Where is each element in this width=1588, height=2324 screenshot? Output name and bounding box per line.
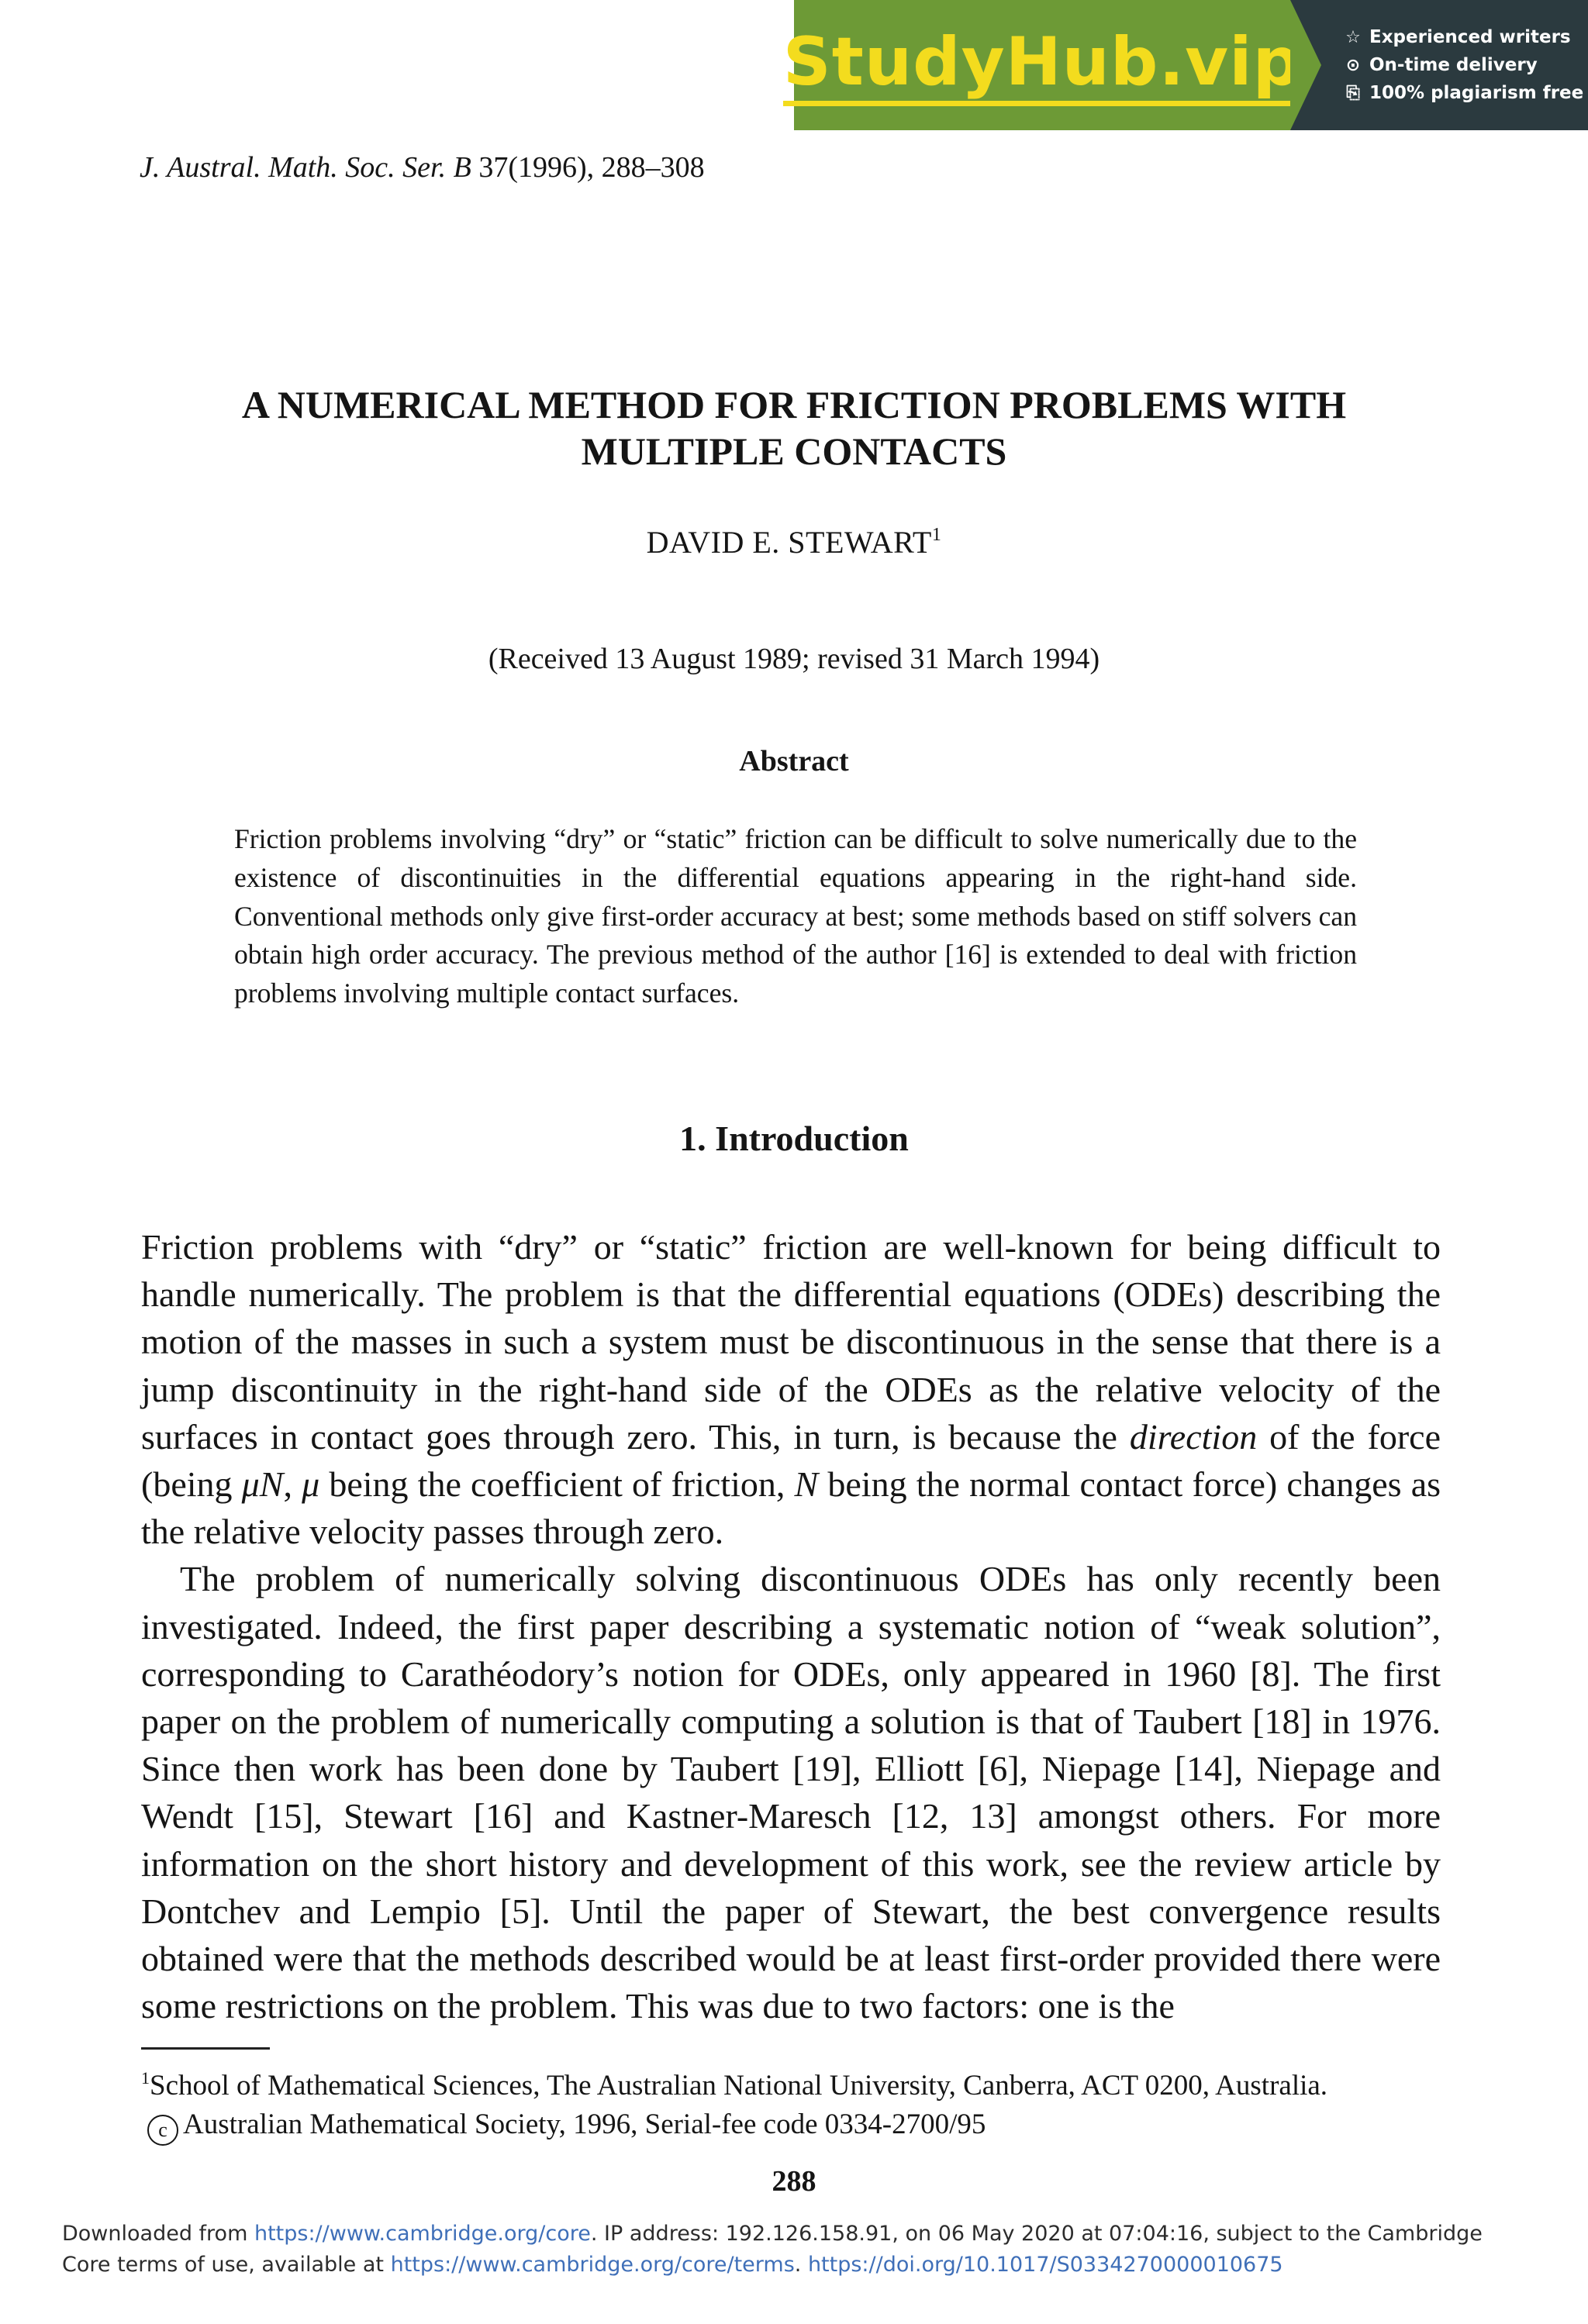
introduction-body bbox=[141, 1223, 1441, 2029]
studyhub-logo[interactable] bbox=[782, 0, 1302, 130]
text-run: , bbox=[283, 1464, 302, 1505]
download-notice bbox=[62, 2219, 1535, 2281]
studyhub-banner[interactable] bbox=[782, 0, 1588, 130]
cambridge-terms-link[interactable]: https://www.cambridge.org/core/terms bbox=[390, 2253, 795, 2277]
abstract-text: Friction problems involving “dry” or “static” friction can be difficult to solve numerically due to the existence of discontinuities in the differential equations appearing in the right-hand side. Conventional methods only give first-order accuracy at best; some methods based on stiff solvers can obtain high order accuracy. The previous method of the author [16] is extended to deal with friction problems involving multiple contact surfaces. bbox=[234, 823, 1357, 1009]
text-run: being the normal contact force) changes as the relative velocity passes through zero. bbox=[141, 1464, 1441, 1552]
author-line bbox=[0, 524, 1588, 560]
journal-name: J. Austral. Math. Soc. Ser. B bbox=[140, 151, 471, 184]
studyhub-logo-text: StudyHub.vip bbox=[783, 25, 1301, 106]
clock-icon: ⊙ bbox=[1345, 55, 1361, 75]
feature-label: On-time delivery bbox=[1369, 55, 1538, 75]
affiliation-text: School of Mathematical Sciences, The Australian National University, Canberra, ACT 0200, Australia. bbox=[150, 2070, 1328, 2102]
feature-plagiarism-free bbox=[1343, 83, 1588, 103]
emphasis-direction: direction bbox=[1129, 1416, 1258, 1457]
footnote-rule bbox=[141, 2047, 270, 2050]
banner-arrow-decoration bbox=[1290, 0, 1321, 130]
math-mu: μ bbox=[302, 1464, 320, 1505]
cambridge-core-link[interactable]: https://www.cambridge.org/core bbox=[254, 2222, 591, 2246]
journal-citation bbox=[140, 150, 705, 184]
download-separator: . bbox=[794, 2253, 808, 2277]
footnote bbox=[141, 2059, 1444, 2146]
section-heading-introduction: 1. Introduction bbox=[679, 1119, 909, 1158]
title-line-2: MULTIPLE CONTACTS bbox=[581, 429, 1007, 473]
text-run: being the coefficient of friction, bbox=[319, 1464, 795, 1505]
author-footnote-mark: 1 bbox=[931, 525, 942, 545]
author-name: DAVID E. STEWART bbox=[646, 525, 932, 560]
document-check-icon: ⎘ bbox=[1346, 83, 1360, 103]
math-n: N bbox=[794, 1464, 819, 1505]
copyright-text: Australian Mathematical Society, 1996, Serial-fee code 0334-2700/95 bbox=[183, 2108, 986, 2140]
page-number: 288 bbox=[772, 2165, 816, 2198]
text-run: of the force (being bbox=[141, 1416, 1441, 1505]
doi-link[interactable]: https://doi.org/10.1017/S0334270000010675 bbox=[807, 2253, 1283, 2277]
feature-experienced-writers bbox=[1343, 27, 1588, 47]
footnote-mark: 1 bbox=[141, 2068, 150, 2088]
volume-pages: 37(1996), 288–308 bbox=[478, 151, 705, 184]
feature-on-time-delivery bbox=[1343, 55, 1588, 75]
footnote-affiliation bbox=[141, 2059, 1444, 2105]
download-prefix: Downloaded from bbox=[62, 2222, 254, 2246]
abstract-heading: Abstract bbox=[739, 745, 849, 778]
copyright-icon: c bbox=[147, 2115, 178, 2146]
intro-paragraph-2: The problem of numerically solving discontinuous ODEs has only recently been investigated. Indeed, the first paper describing a systematic notion of “weak solution”, corresponding to Carathéodory’s notion for ODEs, only appeared in 1960 [8]. The first paper on the problem of numerically computing a solution is that of Taubert [18] in 1976. Since then work has been done by Taubert [19], Elliott [6], Niepage [14], Niepage and Wendt [15], Stewart [16] and Kastner-Maresch [12, 13] amongst others. For more information on the short history and development of this work, see the review article by Dontchev and Lempio [5]. Until the paper of Stewart, the best convergence results obtained were that the methods described would be at least first-order provided there were some restrictions on the problem. This was due to two factors: one is the bbox=[141, 1559, 1441, 2026]
feature-label: 100% plagiarism free bbox=[1369, 83, 1584, 103]
intro-paragraph-1 bbox=[141, 1223, 1441, 1555]
text-run: Friction problems with “dry” or “static” friction are well-known for being difficult to handle numerically. The problem is that the differential equations (ODEs) describing the motion of the masses in such a system must be discontinuous in the sense that there is a jump discontinuity in the right-hand side of the ODEs as the relative velocity of the surfaces in contact goes through zero. This, in turn, is because the bbox=[141, 1227, 1441, 1457]
math-mu-n: μN bbox=[241, 1464, 284, 1505]
received-dates: (Received 13 August 1989; revised 31 March 1994) bbox=[488, 643, 1100, 675]
banner-features bbox=[1290, 0, 1588, 130]
paper-title bbox=[0, 381, 1588, 474]
feature-label: Experienced writers bbox=[1369, 27, 1571, 47]
title-line-1: A NUMERICAL METHOD FOR FRICTION PROBLEMS WITH bbox=[241, 383, 1347, 426]
star-outline-icon: ☆ bbox=[1345, 27, 1361, 47]
footnote-copyright bbox=[141, 2105, 1444, 2146]
download-middle: . IP address: 192.126.158.91, on 06 May 2020 at 07:04:16, subject to the Cambridge Core terms of use, available at bbox=[62, 2222, 1483, 2277]
